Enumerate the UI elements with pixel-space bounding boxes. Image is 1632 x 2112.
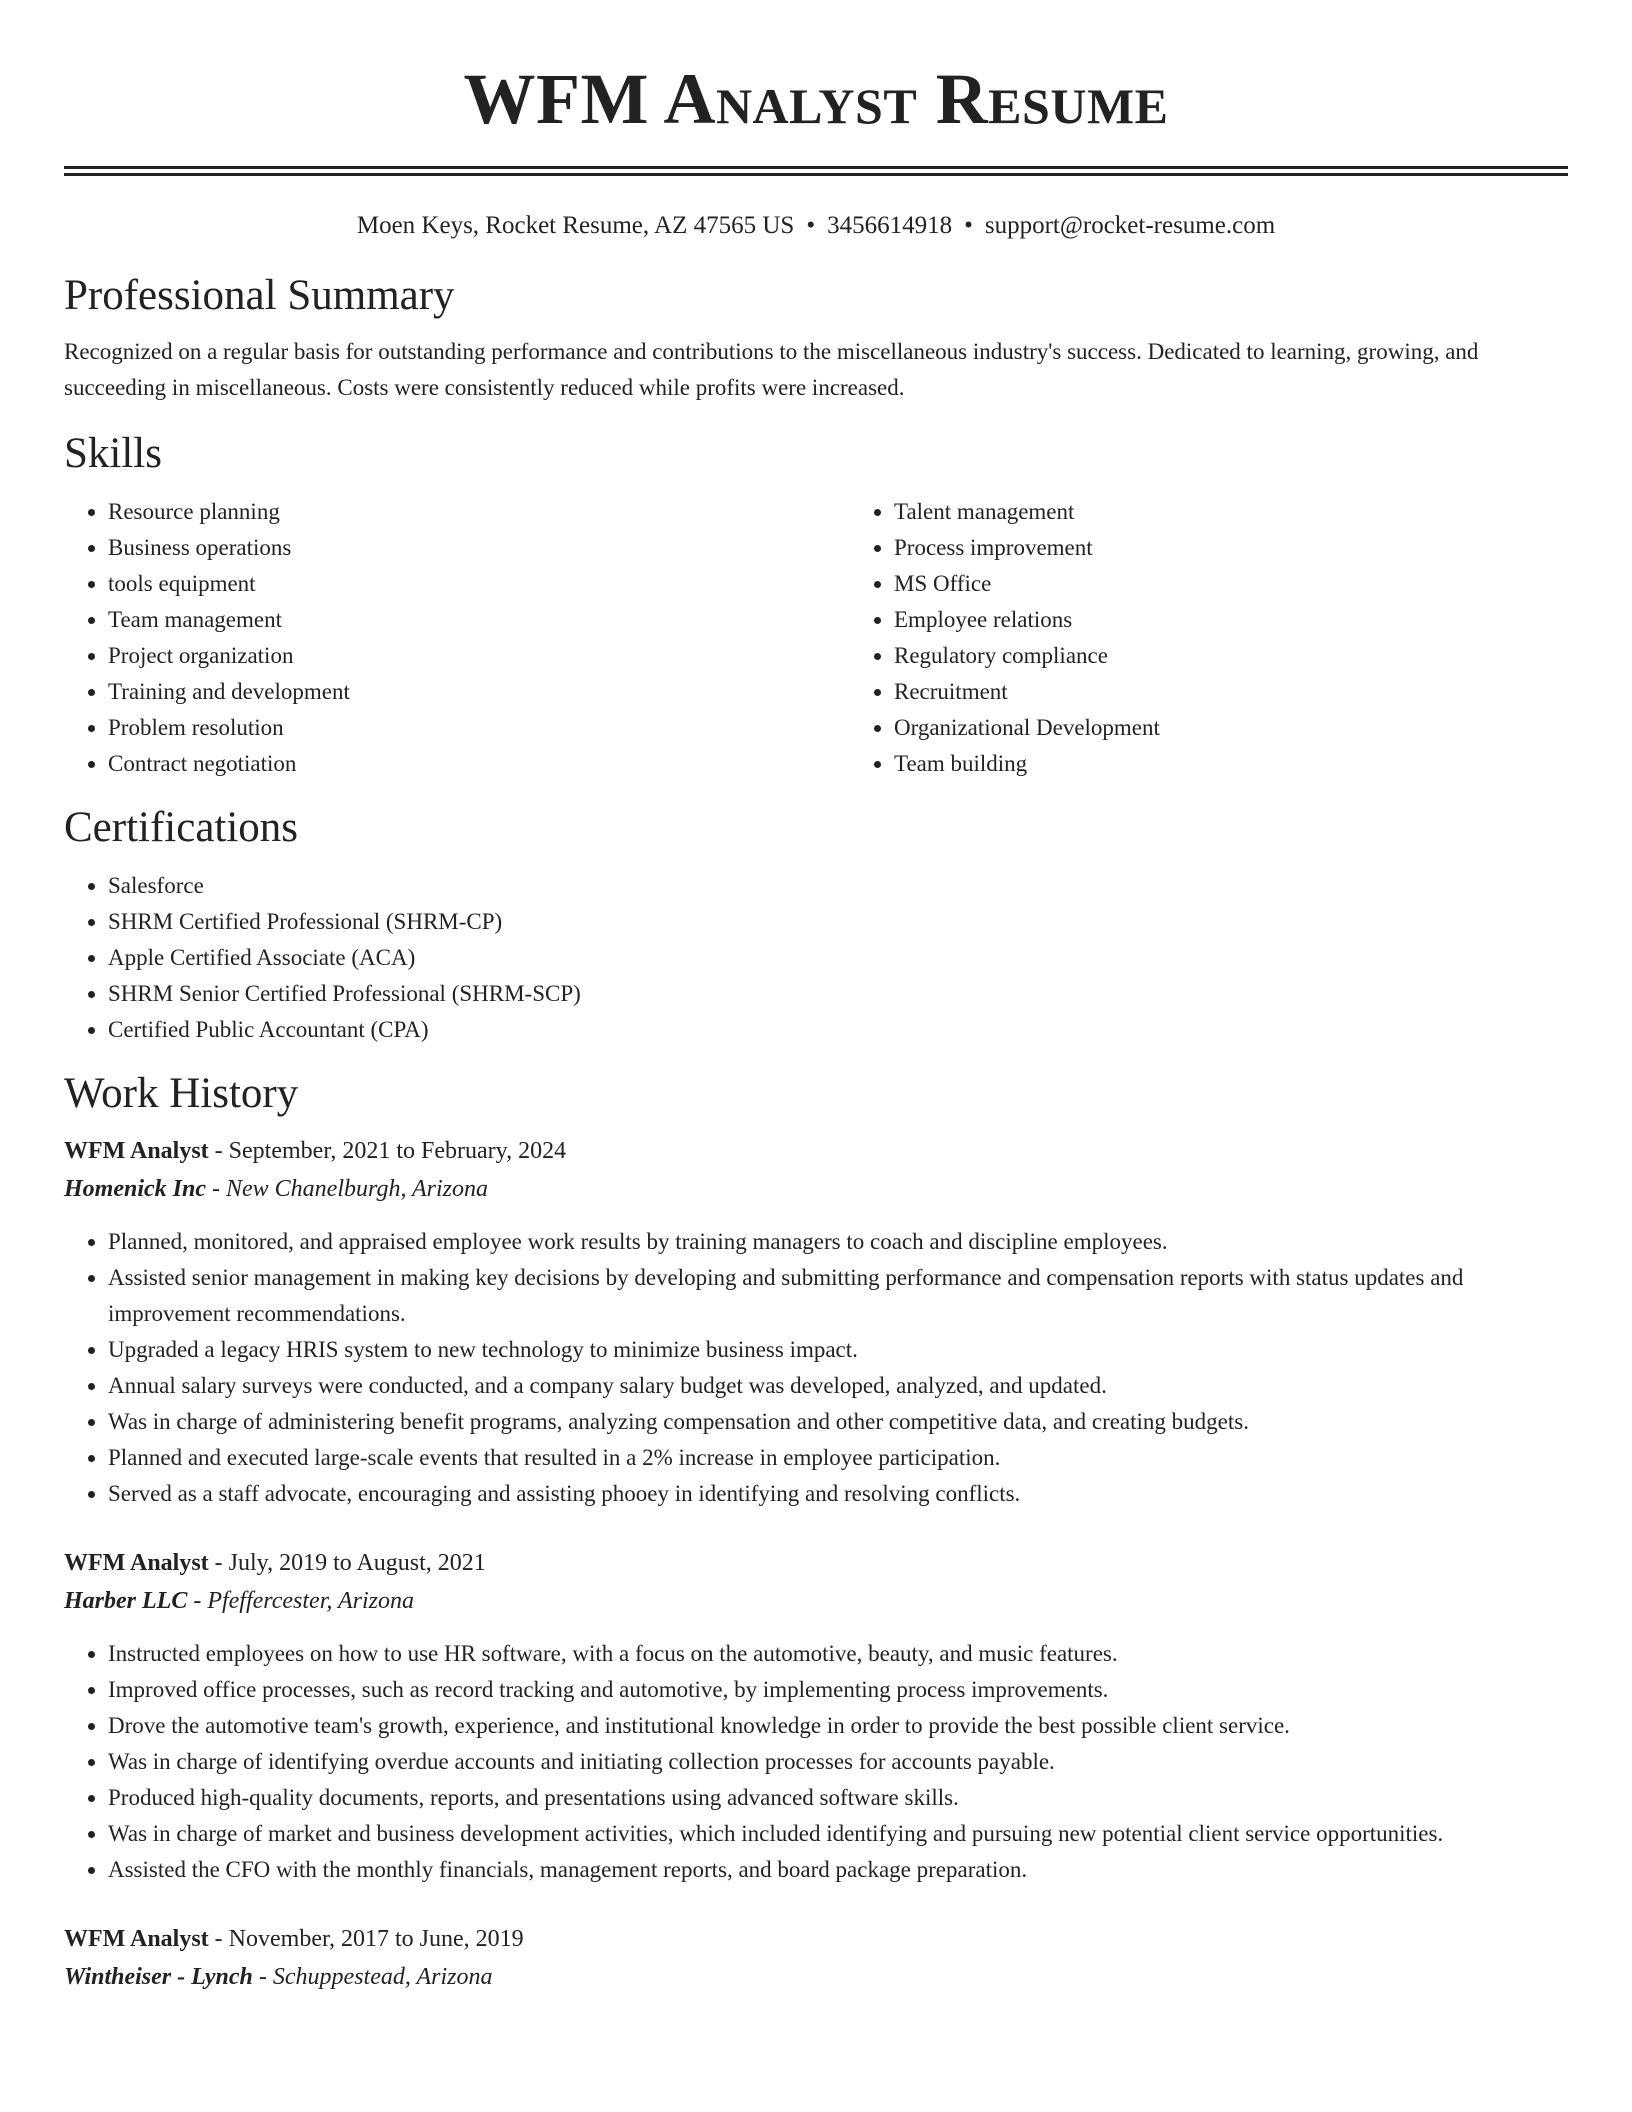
contact-email[interactable]: support@rocket-resume.com [984, 212, 1276, 239]
skill-item: • Contract negotiation [108, 746, 850, 782]
skills-columns [64, 494, 1568, 782]
certifications-list [64, 868, 1568, 1048]
contact-separator: • [964, 212, 973, 239]
job-bullet: • Upgraded a legacy HRIS system to new technology to minimize business impact. [108, 1332, 1568, 1368]
certification-item: • Apple Certified Associate (ACA) [108, 940, 1568, 976]
contact-phone: 3456614918 [827, 212, 953, 239]
job-employer: Harber LLC - Pfeffercester, Arizona [64, 1588, 414, 1614]
job-dates: November, 2017 to June, 2019 [228, 1926, 524, 1952]
contact-line [64, 210, 1568, 242]
job-header: WFM Analyst - September, 2021 to February, 2024 [64, 1138, 567, 1164]
resume-title: WFM Analyst Resume [463, 59, 1169, 139]
skill-item: • Organizational Development [894, 710, 1632, 746]
job-location: New Chanelburgh, Arizona [226, 1176, 489, 1202]
certification-item: • Salesforce [108, 868, 1568, 904]
job-bullets [64, 1224, 1568, 1512]
job-company: Harber LLC [64, 1588, 188, 1614]
job-bullet: • Annual salary surveys were conducted, and a company salary budget was developed, analyzed, and updated. [108, 1368, 1568, 1404]
job-bullet: • Was in charge of identifying overdue accounts and initiating collection processes for accounts payable. [108, 1744, 1568, 1780]
title-divider [64, 166, 1568, 176]
job-company: Homenick Inc [64, 1176, 206, 1202]
contact-separator: • [806, 212, 816, 239]
job-title: WFM Analyst [64, 1550, 209, 1576]
skill-item: • Employee relations [894, 602, 1632, 638]
skill-item: • Project organization [108, 638, 850, 674]
certification-item: • SHRM Certified Professional (SHRM-CP) [108, 904, 1568, 940]
job-title: WFM Analyst [64, 1926, 209, 1952]
work-history-heading: Work History [64, 1070, 299, 1117]
skill-item: • Talent management [894, 494, 1632, 530]
job-entry [64, 1920, 1568, 1996]
job-entry [64, 1132, 1568, 1512]
job-bullet: • Planned, monitored, and appraised employee work results by training managers to coach and discipline employees. [108, 1224, 1568, 1260]
job-dates: September, 2021 to February, 2024 [228, 1138, 567, 1164]
skill-item: • MS Office [894, 566, 1632, 602]
contact-address: Moen Keys, Rocket Resume, AZ 47565 US [356, 212, 795, 239]
skill-item: • tools equipment [108, 566, 850, 602]
job-bullet: • Assisted senior management in making key decisions by developing and submitting performance and compensation reports with status updates and improvement recommendations. [108, 1260, 1568, 1332]
job-bullet: • Drove the automotive team's growth, experience, and institutional knowledge in order to provide the best possible client service. [108, 1708, 1568, 1744]
skills-list-right [850, 494, 1632, 782]
job-bullet: • Assisted the CFO with the monthly financials, management reports, and board package preparation. [108, 1852, 1568, 1888]
job-bullet: • Was in charge of market and business development activities, which included identifying and pursuing new potential client service opportunities. [108, 1816, 1568, 1852]
job-location: Pfeffercester, Arizona [207, 1588, 414, 1614]
job-bullet: • Produced high-quality documents, reports, and presentations using advanced software skills. [108, 1780, 1568, 1816]
certification-item: • SHRM Senior Certified Professional (SHRM-SCP) [108, 976, 1568, 1012]
skill-item: • Team building [894, 746, 1632, 782]
job-bullet: • Was in charge of administering benefit programs, analyzing compensation and other competitive data, and creating budgets. [108, 1404, 1568, 1440]
job-bullet: • Planned and executed large-scale events that resulted in a 2% increase in employee participation. [108, 1440, 1568, 1476]
job-bullet: • Instructed employees on how to use HR software, with a focus on the automotive, beauty, and music features. [108, 1636, 1568, 1672]
certification-item: • Certified Public Accountant (CPA) [108, 1012, 1568, 1048]
summary-heading: Professional Summary [64, 272, 455, 319]
skills-list-left [64, 494, 850, 782]
job-title: WFM Analyst [64, 1138, 209, 1164]
skill-item: • Training and development [108, 674, 850, 710]
job-dates: July, 2019 to August, 2021 [228, 1550, 486, 1576]
skill-item: • Team management [108, 602, 850, 638]
job-location: Schuppestead, Arizona [272, 1964, 493, 1990]
job-bullet: • Improved office processes, such as record tracking and automotive, by implementing process improvements. [108, 1672, 1568, 1708]
summary-text: Recognized on a regular basis for outstanding performance and contributions to the miscellaneous industry's success. Dedicated to learning, growing, and succeeding in miscellaneous. Costs were consistently reduced while profits were increased. [64, 339, 1479, 400]
job-header: WFM Analyst - July, 2019 to August, 2021 [64, 1550, 486, 1576]
job-bullet: • Served as a staff advocate, encouraging and assisting phooey in identifying and resolving conflicts. [108, 1476, 1568, 1512]
job-employer: Homenick Inc - New Chanelburgh, Arizona [64, 1176, 489, 1202]
job-bullets [64, 1636, 1568, 1888]
job-company: Wintheiser - Lynch [64, 1964, 253, 1990]
job-employer: Wintheiser - Lynch - Schuppestead, Arizona [64, 1964, 493, 1990]
skill-item: • Problem resolution [108, 710, 850, 746]
skill-item: • Regulatory compliance [894, 638, 1632, 674]
skills-heading: Skills [64, 430, 162, 477]
job-header: WFM Analyst - November, 2017 to June, 2019 [64, 1926, 524, 1952]
skill-item: • Business operations [108, 530, 850, 566]
skill-item: • Recruitment [894, 674, 1632, 710]
skill-item: • Resource planning [108, 494, 850, 530]
skill-item: • Process improvement [894, 530, 1632, 566]
certifications-heading: Certifications [64, 804, 299, 851]
job-entry [64, 1544, 1568, 1888]
